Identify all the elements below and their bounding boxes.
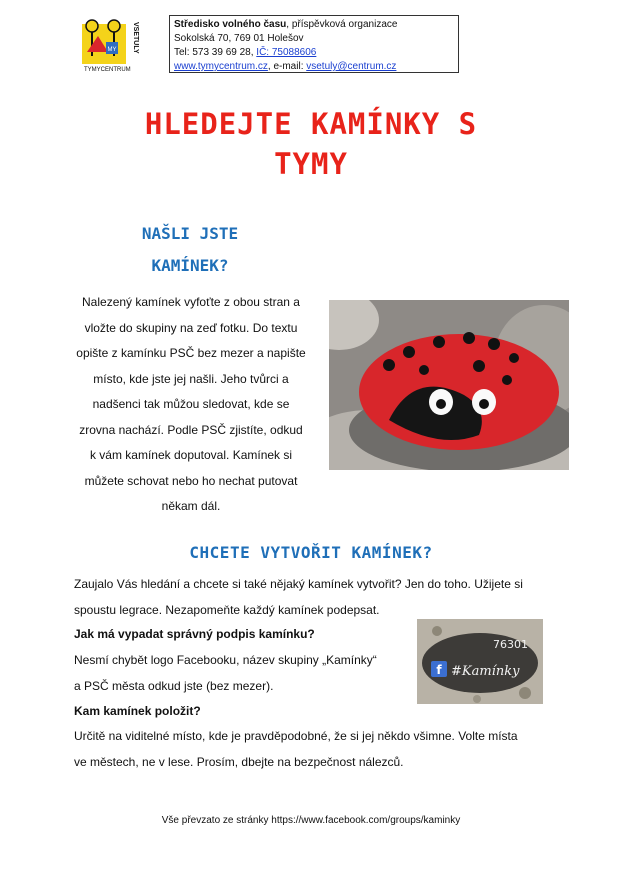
logo-head-left <box>86 20 98 32</box>
facebook-logo-letter: f <box>436 663 442 677</box>
create-intro-paragraph <box>74 572 552 623</box>
section-heading-create: CHCETE VYTVOŘIT KAMÍNEK? <box>189 543 433 562</box>
found-line-2: vložte do skupiny na zeď fotku. Do textu <box>84 320 298 335</box>
contact-line <box>174 46 454 60</box>
logo-side-text: VSETULY <box>132 22 139 54</box>
web-line <box>174 60 454 74</box>
org-address: Sokolská 70, 769 01 Holešov <box>174 33 304 44</box>
placement-line-2: ve městech, ne v lese. Prosím, dbejte na bezpečnost nálezců. <box>74 754 404 769</box>
found-stone-paragraph <box>70 290 312 520</box>
found-line-7: k vám kamínek doputoval. Kamínek si <box>89 448 293 462</box>
logo-head-right <box>108 20 120 32</box>
found-line-1: Nalezený kamínek vyfoťte z obou stran a <box>82 295 300 309</box>
section-heading-found-line-2: KAMÍNEK? <box>151 256 229 275</box>
ladybug-stone-photo <box>329 300 569 470</box>
section-heading-found <box>110 218 270 282</box>
found-line-6: zrovna nachází. Podle PSČ zjistíte, odkud <box>79 422 303 437</box>
tymy-logo <box>80 16 140 74</box>
stone-label: #Kamínky <box>451 664 520 679</box>
main-title-line-2: TYMY <box>274 147 348 181</box>
email-link[interactable]: vsetuly@centrum.cz <box>306 61 397 72</box>
found-line-3: opište z kamínku PSČ bez mezer a napište <box>76 346 306 360</box>
signature-paragraph <box>74 648 404 699</box>
placement-paragraph <box>74 724 552 775</box>
main-title-line-1: HLEDEJTE KAMÍNKY S <box>144 107 478 141</box>
found-line-4: místo, kde jste jej našli. Jeho tvůrci a <box>93 371 289 386</box>
website-link[interactable]: www.tymycentrum.cz <box>174 61 268 72</box>
placement-line-1: Určitě na viditelné místo, kde je pravděpodobné, že si jej někdo všimne. Volte místa <box>74 729 518 743</box>
footer-source-note: Vše převzato ze stránky https://www.facebook.com/groups/kaminky <box>161 815 461 826</box>
org-line <box>174 18 454 32</box>
section-heading-found-line-1: NAŠLI JSTE <box>141 224 239 243</box>
found-line-8: můžete schovat nebo ho nechat putovat <box>84 473 298 488</box>
found-line-5: nadšenci tak můžou sledovat, kde se <box>92 397 290 411</box>
placement-question: Kam kamínek položit? <box>74 704 201 718</box>
signed-stone-photo <box>417 619 543 704</box>
org-type: , příspěvková organizace <box>286 19 398 30</box>
org-phone: Tel: 573 39 69 28, <box>174 47 257 58</box>
ic-link[interactable]: IČ: 75088606 <box>256 47 317 58</box>
signature-line-1: Nesmí chybět logo Facebooku, název skupiny „Kamínky“ <box>74 653 377 667</box>
main-title <box>40 104 582 184</box>
create-intro-line-1: Zaujalo Vás hledání a chcete si také nějaký kamínek vytvořit? Jen do toho. Užijete si <box>74 577 523 591</box>
org-name: Středisko volného času <box>174 19 287 30</box>
signature-question: Jak má vypadat správný podpis kamínku? <box>74 627 315 641</box>
signature-line-2: a PSČ města odkud jste (bez mezer). <box>74 678 274 693</box>
found-line-9: někam dál. <box>161 499 221 513</box>
create-intro-line-2: spoustu legrace. Nezapomeňte každý kamínek podepsat. <box>74 602 380 617</box>
logo-my-text: MY <box>107 47 117 53</box>
stone-number: 76301 <box>493 638 528 651</box>
organization-info-box <box>169 15 459 73</box>
logo-bottom-text: TYMYCENTRUM <box>84 67 131 73</box>
email-prefix: , e-mail: <box>267 61 307 72</box>
